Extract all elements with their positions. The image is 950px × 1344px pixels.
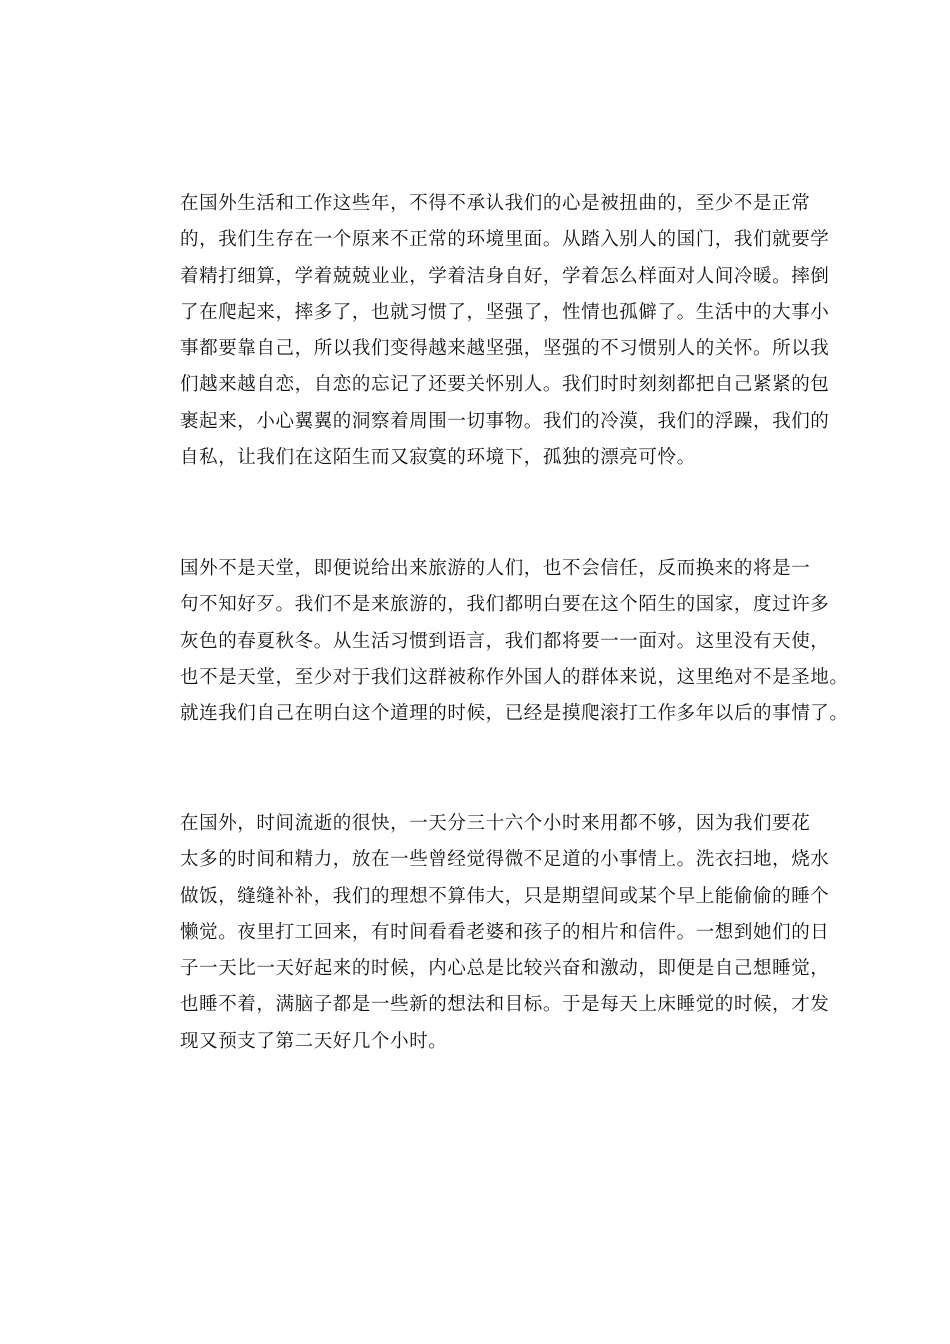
paragraph-line: 在国外生活和工作这些年，不得不承认我们的心是被扭曲的，至少不是正常 <box>180 193 811 214</box>
paragraph-line: 就连我们自己在明白这个道理的时候，已经是摸爬滚打工作多年以后的事情了。 <box>180 703 849 725</box>
paragraph-line: 懒觉。夜里打工回来，有时间看看老婆和孩子的相片和信件。一想到她们的日 <box>180 921 830 943</box>
paragraph-1 <box>143 186 830 476</box>
paragraph-line: 做饭，缝缝补补，我们的理想不算伟大，只是期望间或某个早上能偷偷的睡个 <box>180 885 830 907</box>
paragraph-line: 子一天比一天好起来的时候，内心总是比较兴奋和激动，即便是自己想睡觉， <box>180 958 830 980</box>
paragraph-line: 太多的时间和精力，放在一些曾经觉得微不足道的小事情上。洗衣扫地，烧水 <box>180 849 830 871</box>
paragraph-line: 国外不是天堂，即便说给出来旅游的人们，也不会信任，反而换来的将是一 <box>180 558 811 579</box>
paragraph-line: 裹起来，小心翼翼的洞察着周围一切事物。我们的冷漠，我们的浮躁，我们的 <box>180 410 830 432</box>
paragraph-line: 着精打细算，学着兢兢业业，学着洁身自好，学着怎么样面对人间冷暖。摔倒 <box>180 265 830 287</box>
paragraph-3 <box>143 806 830 1060</box>
paragraph-line: 了在爬起来，摔多了，也就习惯了，坚强了，性情也孤僻了。生活中的大事小 <box>180 301 830 323</box>
paragraph-line: 自私，让我们在这陌生而又寂寞的环境下，孤独的漂亮可怜。 <box>180 447 696 469</box>
paragraph-line: 也不是天堂，至少对于我们这群被称作外国人的群体来说，这里绝对不是圣地。 <box>180 666 849 688</box>
paragraph-line: 事都要靠自己，所以我们变得越来越坚强，坚强的不习惯别人的关怀。所以我 <box>180 338 830 360</box>
paragraph-line: 灰色的春夏秋冬。从生活习惯到语言，我们都将要一一面对。这里没有天使， <box>180 630 830 652</box>
paragraph-line: 句不知好歹。我们不是来旅游的，我们都明白要在这个陌生的国家，度过许多 <box>180 594 830 616</box>
paragraph-line: 们越来越自恋，自恋的忘记了还要关怀别人。我们时时刻刻都把自己紧紧的包 <box>180 374 830 396</box>
paragraph-line: 的，我们生存在一个原来不正常的环境里面。从踏入别人的国门，我们就要学 <box>180 229 830 251</box>
paragraph-line: 也睡不着，满脑子都是一些新的想法和目标。于是每天上床睡觉的时候，才发 <box>180 994 830 1016</box>
paragraph-line: 在国外，时间流逝的很快，一天分三十六个小时来用都不够，因为我们要花 <box>180 813 811 834</box>
paragraph-2 <box>143 551 849 732</box>
paragraph-line: 现又预支了第二天好几个小时。 <box>180 1030 448 1052</box>
